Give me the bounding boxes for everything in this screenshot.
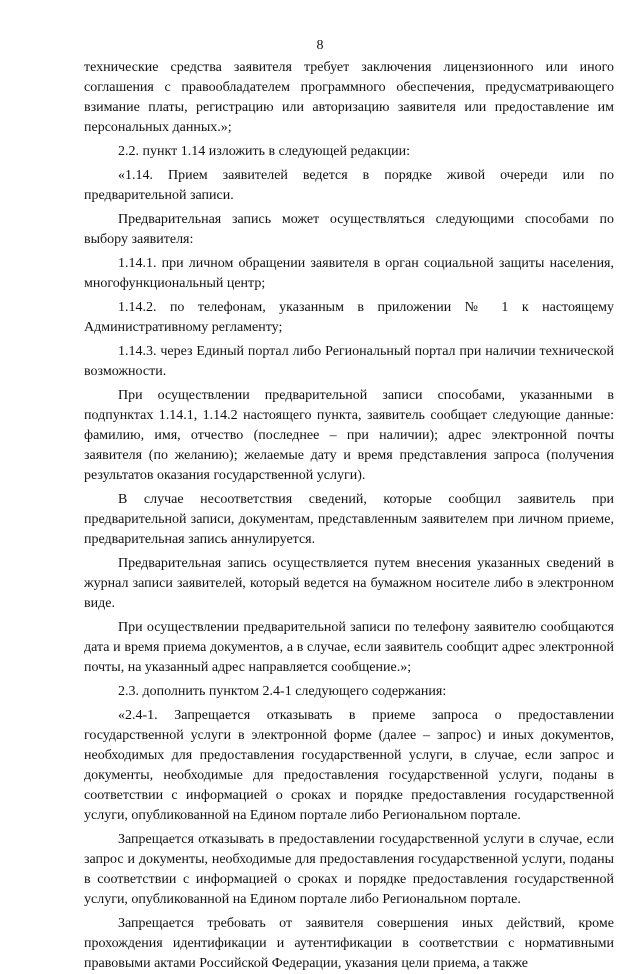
document-paragraph: При осуществлении предварительной записи по телефону заявителю сообщаются дата и время приема документов, а в случае, если заявитель сообщит адрес электронной почты, на указанный адрес направляется сообщение.»;: [84, 620, 614, 675]
document-paragraph: Запрещается отказывать в предоставлении государственной услуги в случае, если запрос и документы, необходимые для предоставления государственной услуги, поданы в соответствии с информацией о сроках и порядке предоставления государственной услуги, опубликованной на Едином портале либо Региональном портале.: [84, 832, 614, 907]
document-paragraph: «1.14. Прием заявителей ведется в порядке живой очереди или по предварительной записи.: [84, 168, 614, 203]
document-paragraph: Запрещается требовать от заявителя совершения иных действий, кроме прохождения идентификации и аутентификации в соответствии с нормативными правовыми актами Российской Федерации, указания цели приема, а также: [84, 916, 614, 971]
document-body: [84, 58, 614, 974]
document-paragraph: «2.4-1. Запрещается отказывать в приеме запроса о предоставлении государственной услуги в электронной форме (далее – запрос) и иных документов, необходимых для предоставления государственной услуги, в случае, если запрос и документы, необходимые для предоставления государственной услуги, поданы в соответствии с информацией о сроках и порядке предоставления государственной услуги, опубликованной на Едином портале либо Региональном портале.: [84, 708, 614, 823]
document-paragraph: 2.2. пункт 1.14 изложить в следующей редакции:: [118, 144, 410, 159]
document-paragraph: При осуществлении предварительной записи способами, указанными в подпунктах 1.14.1, 1.14.2 настоящего пункта, заявитель сообщает следующие данные: фамилию, имя, отчество (последнее – при наличии); адрес электронной почты заявителя (по желанию); желаемые дату и время представления запроса (получения результатов оказания государственной услуги).: [84, 388, 614, 483]
document-paragraph: 1.14.2. по телефонам, указанным в приложении № 1 к настоящему Административному регламенту;: [84, 300, 614, 335]
document-paragraph: 2.3. дополнить пунктом 2.4-1 следующего содержания:: [118, 684, 447, 699]
document-paragraph: технические средства заявителя требует заключения лицензионного или иного соглашения с правообладателем программного обеспечения, предусматривающего взимание платы, регистрацию или авторизацию заявителя или предоставление им персональных данных.»;: [84, 60, 614, 135]
document-paragraph: 1.14.3. через Единый портал либо Региональный портал при наличии технической возможности.: [84, 344, 614, 379]
document-paragraph: В случае несоответствия сведений, которые сообщил заявитель при предварительной записи, документам, представленным заявителем при личном приеме, предварительная запись аннулируется.: [84, 492, 614, 547]
page-number: 8: [316, 38, 324, 53]
document-paragraph: Предварительная запись может осуществляться следующими способами по выбору заявителя:: [84, 212, 614, 247]
document-paragraph: Предварительная запись осуществляется путем внесения указанных сведений в журнал записи заявителей, который ведется на бумажном носителе либо в электронном виде.: [84, 556, 614, 611]
document-paragraph: 1.14.1. при личном обращении заявителя в орган социальной защиты населения, многофункциональный центр;: [84, 256, 614, 291]
